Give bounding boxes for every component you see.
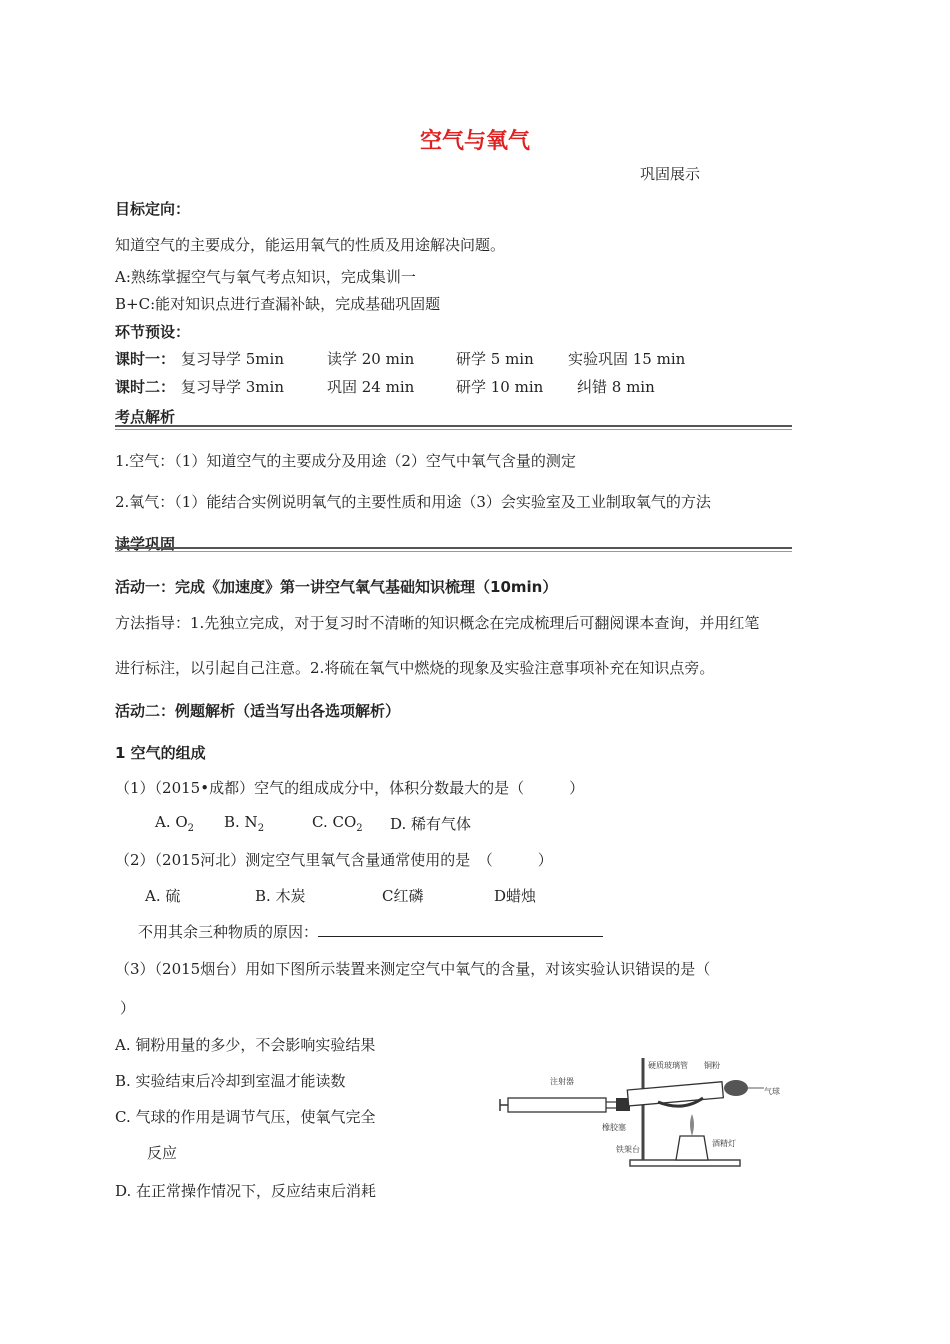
goals-line-2: A:熟练掌握空气与氧气考点知识，完成集训一	[115, 268, 416, 286]
schedule-row-2-label: 课时二：	[115, 378, 176, 396]
question-3-cont: ）	[120, 999, 136, 1017]
section-divider	[115, 425, 792, 427]
alcohol-lamp	[676, 1136, 708, 1160]
section-divider-thin	[115, 551, 792, 552]
page-subtitle: 巩固展示	[640, 165, 701, 183]
schedule-row-1-item: 研学 5 min	[456, 350, 534, 368]
question-3: （3）（2015烟台）用如下图所示装置来测定空气中氧气的含量，对该实验认识错误的是（	[115, 960, 711, 978]
schedule-row-1-item: 读学 20 min	[327, 350, 415, 368]
schedule-row-1-item: 复习导学 5min	[181, 350, 284, 368]
q1-option-b: B. $N_2$	[224, 813, 265, 834]
label-syringe: 注射器	[550, 1077, 574, 1086]
analysis-item-2: 2.氧气：（1）能结合实例说明氧气的主要性质和用途（3）会实验室及工业制取氧气的方法	[115, 493, 711, 511]
section-divider	[115, 547, 792, 549]
q3-option-c: C. 气球的作用是调节气压，使氧气完全	[115, 1108, 376, 1126]
schedule-heading: 环节预设：	[115, 323, 191, 341]
q2-reason-label: 不用其余三种物质的原因：	[138, 923, 319, 941]
label-stand: 铁架台	[616, 1145, 640, 1154]
page-title: 空气与氧气	[419, 129, 530, 154]
apparatus-diagram	[498, 1050, 788, 1170]
schedule-row-2-item: 巩固 24 min	[327, 378, 415, 396]
section-heading: 1 空气的组成	[115, 744, 206, 762]
q2-reason	[138, 921, 603, 942]
q3-option-c-cont: 反应	[147, 1144, 178, 1162]
question-2: （2）（2015河北）测定空气里氧气含量通常使用的是 （ ）	[115, 851, 553, 869]
q3-option-a: A. 铜粉用量的多少，不会影响实验结果	[115, 1036, 376, 1054]
reading-heading: 读学巩固	[115, 535, 176, 553]
label-balloon: 气球	[764, 1087, 780, 1096]
goals-line-1: 知道空气的主要成分，能运用氧气的性质及用途解决问题。	[115, 236, 506, 254]
q3-option-b: B. 实验结束后冷却到室温才能读数	[115, 1072, 346, 1090]
q2-option-c: C红磷	[382, 887, 424, 905]
syringe-body	[508, 1098, 606, 1112]
goals-heading: 目标定向：	[115, 200, 191, 218]
q3-option-d: D. 在正常操作情况下，反应结束后消耗	[115, 1182, 377, 1200]
section-divider-thin	[115, 429, 792, 430]
q1-option-a: A. $O_2$	[155, 813, 195, 834]
activity-2: 活动二：例题解析（适当写出各选项解析）	[115, 702, 401, 720]
q1-option-d: D. 稀有气体	[390, 815, 472, 833]
q2-option-d: D蜡烛	[494, 887, 537, 905]
answer-blank[interactable]	[318, 922, 603, 937]
schedule-row-2-item: 纠错 8 min	[577, 378, 655, 396]
schedule-row-2-item: 复习导学 3min	[181, 378, 284, 396]
q2-option-a: A. 硫	[145, 887, 181, 905]
label-copper: 铜粉	[704, 1061, 720, 1070]
q1-option-c: C. $CO_2$	[312, 813, 363, 834]
method-line-2: 进行标注，以引起自己注意。2.将硫在氧气中燃烧的现象及实验注意事项补充在知识点旁。	[115, 659, 715, 677]
analysis-item-1: 1.空气：（1）知道空气的主要成分及用途（2）空气中氧气含量的测定	[115, 452, 576, 470]
label-lamp: 酒精灯	[712, 1139, 736, 1148]
q2-option-b: B. 木炭	[255, 887, 306, 905]
schedule-row-2	[115, 376, 175, 397]
schedule-row-1	[115, 348, 175, 369]
activity-1: 活动一：完成《加速度》第一讲空气氧气基础知识梳理（10min）	[115, 578, 558, 596]
label-stopper: 橡胶塞	[602, 1123, 626, 1132]
analysis-heading: 考点解析	[115, 408, 176, 426]
goals-line-3: B+C:能对知识点进行查漏补缺，完成基础巩固题	[115, 295, 441, 313]
schedule-row-1-label: 课时一：	[115, 350, 176, 368]
schedule-row-1-item: 实验巩固 15 min	[568, 350, 686, 368]
balloon	[724, 1080, 748, 1096]
stand-base	[630, 1160, 740, 1166]
label-tube: 硬质玻璃管	[648, 1061, 688, 1070]
flame	[690, 1114, 694, 1136]
schedule-row-2-item: 研学 10 min	[456, 378, 544, 396]
question-1: （1）（2015•成都）空气的组成成分中，体积分数最大的是（ ）	[115, 779, 585, 797]
method-line-1: 方法指导：1.先独立完成，对于复习时不清晰的知识概念在完成梳理后可翻阅课本查询，并用红笔	[115, 614, 760, 632]
